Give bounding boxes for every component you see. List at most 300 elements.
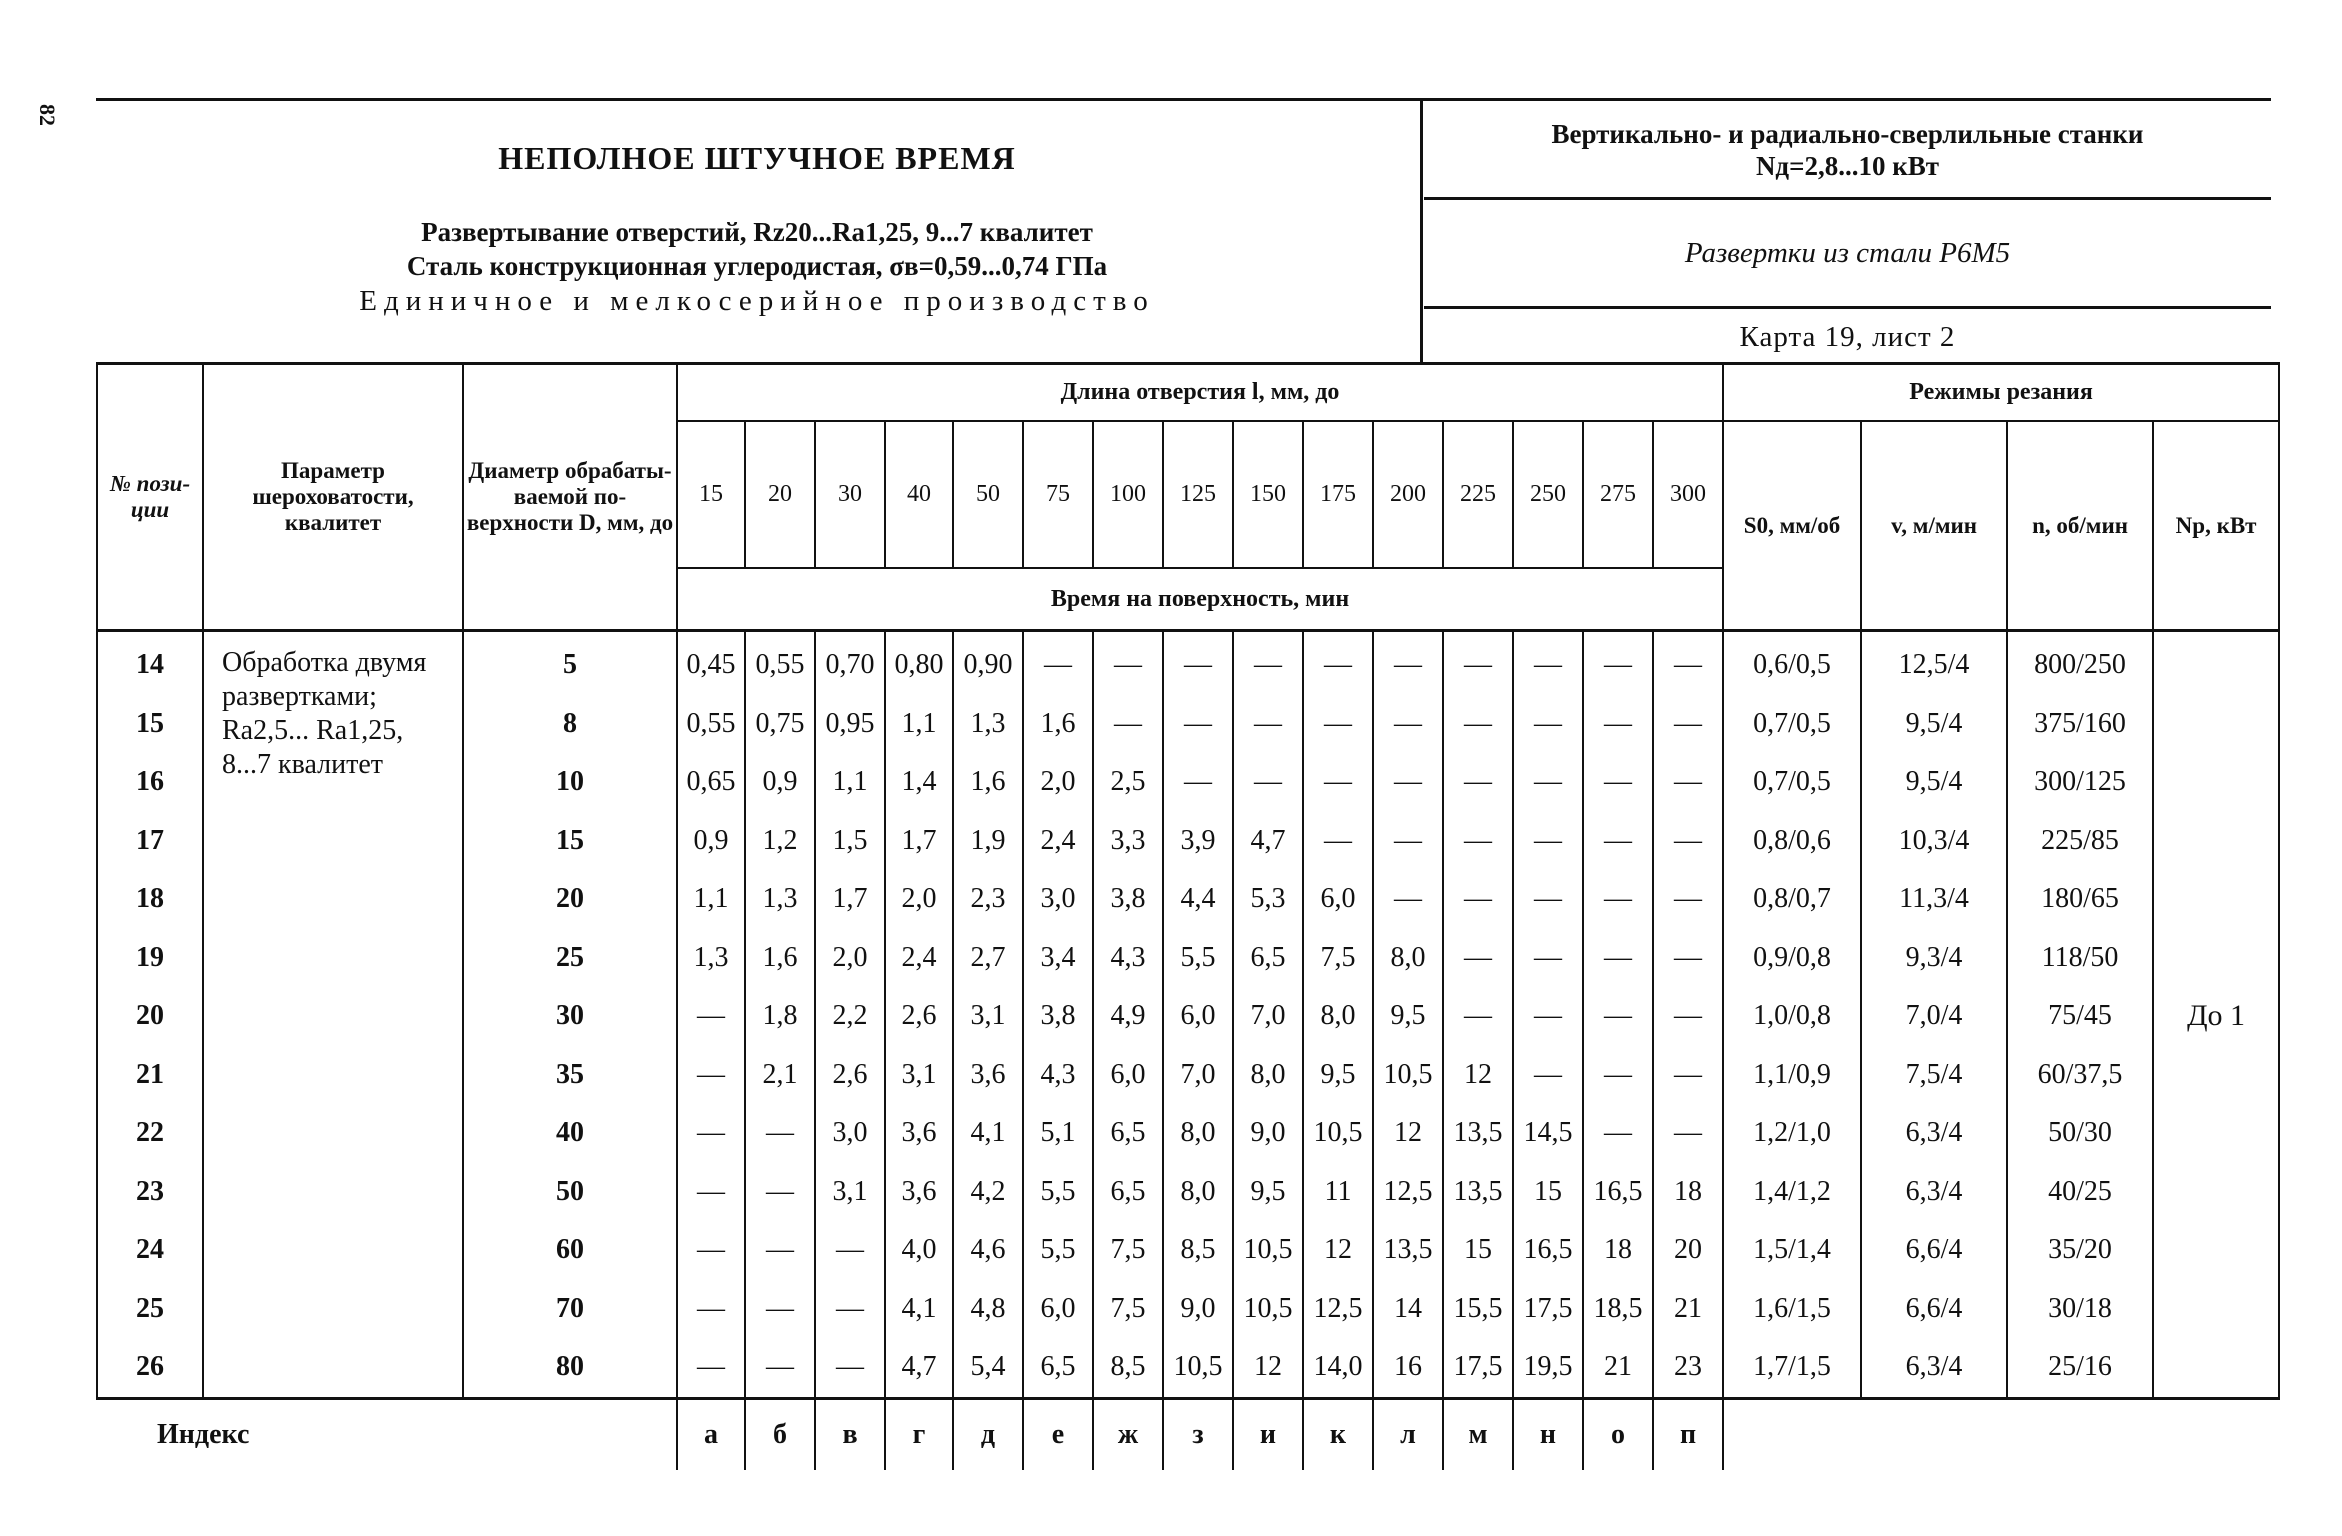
tool-box: Развертки из стали Р6М5 (1424, 200, 2271, 309)
time-cell: 6,5 (1093, 1163, 1163, 1222)
time-cell: 2,2 (815, 987, 885, 1046)
time-cell: 12 (1373, 1104, 1443, 1163)
time-cell: 1,3 (953, 695, 1023, 754)
time-cell: 3,0 (815, 1104, 885, 1163)
position-cell: 19 (97, 929, 203, 988)
time-cell: 3,1 (953, 987, 1023, 1046)
time-cell: — (1093, 695, 1163, 754)
time-cell: 9,5 (1233, 1163, 1303, 1222)
time-cell: — (1163, 631, 1233, 695)
feed-cell: 0,8/0,6 (1723, 812, 1861, 871)
rpm-cell: 35/20 (2007, 1221, 2153, 1280)
feed-cell: 1,7/1,5 (1723, 1338, 1861, 1398)
index-letter: м (1443, 1398, 1513, 1470)
time-cell: 18 (1653, 1163, 1723, 1222)
position-cell: 16 (97, 753, 203, 812)
time-cell: — (745, 1280, 815, 1339)
time-cell: 10,5 (1303, 1104, 1373, 1163)
time-cell: 4,9 (1093, 987, 1163, 1046)
feed-cell: 0,6/0,5 (1723, 631, 1861, 695)
time-cell: — (1303, 812, 1373, 871)
diameter-cell: 8 (463, 695, 677, 754)
position-cell: 26 (97, 1338, 203, 1398)
diameter-cell: 15 (463, 812, 677, 871)
time-cell: — (1513, 1046, 1583, 1105)
time-cell: 0,80 (885, 631, 953, 695)
length-col-header: 250 (1513, 421, 1583, 568)
time-cell: 1,6 (1023, 695, 1093, 754)
index-row (97, 1398, 2279, 1470)
time-cell: 8,5 (1093, 1338, 1163, 1398)
time-cell: 13,5 (1443, 1104, 1513, 1163)
time-cell: 12 (1233, 1338, 1303, 1398)
time-cell: 4,3 (1023, 1046, 1093, 1105)
time-cell: 3,3 (1093, 812, 1163, 871)
index-letter: п (1653, 1398, 1723, 1470)
time-cell: 3,6 (885, 1163, 953, 1222)
time-cell: — (1513, 929, 1583, 988)
machine-line1: Вертикально- и радиально-сверлильные станки (1551, 119, 2144, 149)
time-cell: — (677, 987, 745, 1046)
index-empty (1723, 1398, 2279, 1470)
feed-cell: 0,7/0,5 (1723, 695, 1861, 754)
table-header (97, 364, 2279, 631)
feed-cell: 1,5/1,4 (1723, 1221, 1861, 1280)
rpm-cell: 118/50 (2007, 929, 2153, 988)
time-cell: 12,5 (1303, 1280, 1373, 1339)
time-cell: 3,4 (1023, 929, 1093, 988)
index-letter: и (1233, 1398, 1303, 1470)
feed-cell: 0,8/0,7 (1723, 870, 1861, 929)
time-cell: 4,8 (953, 1280, 1023, 1339)
time-cell: 8,0 (1303, 987, 1373, 1046)
rpm-cell: 375/160 (2007, 695, 2153, 754)
time-cell: — (1583, 929, 1653, 988)
diameter-cell: 25 (463, 929, 677, 988)
speed-cell: 12,5/4 (1861, 631, 2007, 695)
speed-cell: 6,3/4 (1861, 1338, 2007, 1398)
header-divider (1420, 100, 1423, 362)
time-cell: 0,9 (677, 812, 745, 871)
time-cell: 8,0 (1233, 1046, 1303, 1105)
time-cell: 6,5 (1233, 929, 1303, 988)
time-cell: — (1443, 753, 1513, 812)
time-cell: 6,5 (1023, 1338, 1093, 1398)
length-col-header: 40 (885, 421, 953, 568)
length-col-header: 100 (1093, 421, 1163, 568)
feed-cell: 1,4/1,2 (1723, 1163, 1861, 1222)
diameter-cell: 70 (463, 1280, 677, 1339)
time-cell: 5,5 (1023, 1163, 1093, 1222)
time-cell: 14,0 (1303, 1338, 1373, 1398)
diameter-cell: 5 (463, 631, 677, 695)
time-cell: — (677, 1163, 745, 1222)
time-cell: 8,0 (1373, 929, 1443, 988)
time-header: Время на поверхность, мин (677, 568, 1723, 631)
time-cell: 4,7 (885, 1338, 953, 1398)
mode-col-header: n, об/мин (2007, 421, 2153, 631)
length-col-header: 15 (677, 421, 745, 568)
rpm-cell: 30/18 (2007, 1280, 2153, 1339)
time-cell: 10,5 (1163, 1338, 1233, 1398)
index-letter: к (1303, 1398, 1373, 1470)
time-cell: 0,70 (815, 631, 885, 695)
table-row (97, 631, 2279, 695)
time-cell: 4,1 (953, 1104, 1023, 1163)
machine-box (1424, 100, 2271, 200)
rpm-cell: 60/37,5 (2007, 1046, 2153, 1105)
length-col-header: 200 (1373, 421, 1443, 568)
time-cell: 0,95 (815, 695, 885, 754)
speed-cell: 6,6/4 (1861, 1221, 2007, 1280)
rpm-cell: 50/30 (2007, 1104, 2153, 1163)
time-table (96, 362, 2280, 1470)
diameter-cell: 80 (463, 1338, 677, 1398)
parameter-cell: Обработка двумя развертками; Ra2,5... Ra1,25, 8...7 квалитет (203, 631, 463, 1399)
time-cell: 0,65 (677, 753, 745, 812)
time-cell: — (677, 1104, 745, 1163)
time-cell: — (1513, 870, 1583, 929)
time-cell: — (745, 1221, 815, 1280)
time-cell: 8,0 (1163, 1163, 1233, 1222)
time-cell: 1,1 (885, 695, 953, 754)
time-cell: 1,2 (745, 812, 815, 871)
time-cell: 1,3 (745, 870, 815, 929)
rpm-cell: 25/16 (2007, 1338, 2153, 1398)
time-cell: — (1583, 987, 1653, 1046)
time-cell: — (1443, 987, 1513, 1046)
header-row-1 (97, 364, 2279, 422)
length-col-header: 300 (1653, 421, 1723, 568)
time-cell: 10,5 (1233, 1221, 1303, 1280)
time-cell: — (1443, 812, 1513, 871)
index-letter: з (1163, 1398, 1233, 1470)
time-cell: 1,5 (815, 812, 885, 871)
length-col-header: 20 (745, 421, 815, 568)
time-cell: 6,0 (1023, 1280, 1093, 1339)
time-cell: 4,4 (1163, 870, 1233, 929)
time-cell: — (1443, 870, 1513, 929)
length-col-header: 50 (953, 421, 1023, 568)
time-cell: 20 (1653, 1221, 1723, 1280)
length-col-header: 175 (1303, 421, 1373, 568)
length-col-header: 225 (1443, 421, 1513, 568)
time-cell: — (1653, 753, 1723, 812)
index-letter: н (1513, 1398, 1583, 1470)
production-text: Единичное и мелкосерийное производство (359, 285, 1155, 317)
time-cell: 2,0 (815, 929, 885, 988)
card-box: Карта 19, лист 2 (1739, 321, 1956, 353)
position-cell: 24 (97, 1221, 203, 1280)
time-cell: 9,5 (1303, 1046, 1373, 1105)
col-parameter-header: Параметр шероховатости, квалитет (203, 364, 463, 631)
time-cell: 15 (1443, 1221, 1513, 1280)
time-cell: 10,5 (1373, 1046, 1443, 1105)
position-cell: 21 (97, 1046, 203, 1105)
position-cell: 20 (97, 987, 203, 1046)
time-cell: 18 (1583, 1221, 1653, 1280)
col-position-header: № пози-ции (97, 364, 203, 631)
diameter-cell: 30 (463, 987, 677, 1046)
time-cell: 2,0 (1023, 753, 1093, 812)
feed-cell: 0,7/0,5 (1723, 753, 1861, 812)
diameter-cell: 50 (463, 1163, 677, 1222)
time-cell: 2,6 (815, 1046, 885, 1105)
time-cell: — (745, 1104, 815, 1163)
time-cell: 8,5 (1163, 1221, 1233, 1280)
time-cell: — (815, 1221, 885, 1280)
time-cell: 2,6 (885, 987, 953, 1046)
time-cell: 2,7 (953, 929, 1023, 988)
time-cell: 3,6 (953, 1046, 1023, 1105)
time-cell: 9,5 (1373, 987, 1443, 1046)
time-cell: 5,5 (1023, 1221, 1093, 1280)
modes-header: Режимы резания (1723, 364, 2279, 422)
time-cell: 19,5 (1513, 1338, 1583, 1398)
time-cell: 14 (1373, 1280, 1443, 1339)
material-text: Сталь конструкционная углеродистая, σв=0,59...0,74 ГПа (406, 251, 1108, 281)
time-cell: 3,1 (885, 1046, 953, 1105)
time-cell: 17,5 (1443, 1338, 1513, 1398)
time-cell: — (815, 1280, 885, 1339)
length-col-header: 30 (815, 421, 885, 568)
time-cell: — (745, 1163, 815, 1222)
time-cell: 6,0 (1093, 1046, 1163, 1105)
time-cell: 2,1 (745, 1046, 815, 1105)
time-cell: 18,5 (1583, 1280, 1653, 1339)
speed-cell: 7,5/4 (1861, 1046, 2007, 1105)
time-cell: — (1513, 695, 1583, 754)
col-diameter-header: Диаметр обрабаты-ваемой по-верхности D, мм, до (463, 364, 677, 631)
time-cell: — (1513, 812, 1583, 871)
time-cell: 2,3 (953, 870, 1023, 929)
time-cell: 7,0 (1163, 1046, 1233, 1105)
time-cell: 15,5 (1443, 1280, 1513, 1339)
time-cell: 6,0 (1303, 870, 1373, 929)
time-cell: — (1583, 753, 1653, 812)
header-right (1424, 100, 2271, 365)
speed-cell: 9,3/4 (1861, 929, 2007, 988)
diameter-cell: 10 (463, 753, 677, 812)
time-cell: — (677, 1338, 745, 1398)
speed-cell: 9,5/4 (1861, 695, 2007, 754)
mode-col-header: Nр, кВт (2153, 421, 2279, 631)
time-cell: 5,3 (1233, 870, 1303, 929)
time-cell: 0,45 (677, 631, 745, 695)
time-cell: 3,0 (1023, 870, 1093, 929)
time-cell: — (1023, 631, 1093, 695)
operation-text: Развертывание отверстий, Rz20...Ra1,25, 9...7 квалитет (421, 217, 1093, 247)
time-cell: 1,1 (815, 753, 885, 812)
time-cell: — (1653, 929, 1723, 988)
time-cell: 3,1 (815, 1163, 885, 1222)
time-cell: — (1513, 631, 1583, 695)
time-cell: 1,4 (885, 753, 953, 812)
rpm-cell: 40/25 (2007, 1163, 2153, 1222)
time-cell: 0,55 (745, 631, 815, 695)
time-cell: 11 (1303, 1163, 1373, 1222)
time-cell: — (1653, 631, 1723, 695)
machine-line2: Nд=2,8...10 кВт (1755, 151, 1940, 181)
position-cell: 25 (97, 1280, 203, 1339)
position-cell: 15 (97, 695, 203, 754)
time-cell: 3,8 (1093, 870, 1163, 929)
time-cell: — (1443, 631, 1513, 695)
time-cell: 1,7 (885, 812, 953, 871)
time-cell: 16,5 (1583, 1163, 1653, 1222)
time-cell: 7,0 (1233, 987, 1303, 1046)
time-cell: 9,0 (1163, 1280, 1233, 1339)
feed-cell: 1,2/1,0 (1723, 1104, 1861, 1163)
time-cell: — (1303, 695, 1373, 754)
length-header: Длина отверстия l, мм, до (677, 364, 1723, 422)
time-cell: 5,1 (1023, 1104, 1093, 1163)
time-cell: 5,4 (953, 1338, 1023, 1398)
speed-cell: 7,0/4 (1861, 987, 2007, 1046)
rpm-cell: 800/250 (2007, 631, 2153, 695)
time-cell: — (1233, 631, 1303, 695)
time-cell: 17,5 (1513, 1280, 1583, 1339)
speed-cell: 6,3/4 (1861, 1104, 2007, 1163)
time-cell: 21 (1653, 1280, 1723, 1339)
time-cell: 1,7 (815, 870, 885, 929)
page-title: НЕПОЛНОЕ ШТУЧНОЕ ВРЕМЯ (498, 140, 1016, 176)
time-cell: 0,75 (745, 695, 815, 754)
time-cell: — (1653, 870, 1723, 929)
time-cell: — (815, 1338, 885, 1398)
time-cell: — (1653, 987, 1723, 1046)
time-cell: 8,0 (1163, 1104, 1233, 1163)
index-letter: д (953, 1398, 1023, 1470)
mode-col-header: v, м/мин (1861, 421, 2007, 631)
index-letter: о (1583, 1398, 1653, 1470)
index-letter: а (677, 1398, 745, 1470)
time-cell: — (1653, 1104, 1723, 1163)
time-cell: — (1373, 870, 1443, 929)
speed-cell: 10,3/4 (1861, 812, 2007, 871)
index-letter: г (885, 1398, 953, 1470)
position-cell: 14 (97, 631, 203, 695)
length-col-header: 75 (1023, 421, 1093, 568)
table-body (97, 631, 2279, 1399)
time-cell: — (1653, 695, 1723, 754)
speed-cell: 6,3/4 (1861, 1163, 2007, 1222)
time-cell: — (1583, 1046, 1653, 1105)
time-cell: 4,1 (885, 1280, 953, 1339)
time-cell: 12 (1303, 1221, 1373, 1280)
time-cell: 3,9 (1163, 812, 1233, 871)
index-letter: в (815, 1398, 885, 1470)
time-cell: — (1583, 870, 1653, 929)
time-cell: 4,6 (953, 1221, 1023, 1280)
time-cell: 1,3 (677, 929, 745, 988)
time-cell: 0,55 (677, 695, 745, 754)
time-cell: 0,9 (745, 753, 815, 812)
time-cell: 1,9 (953, 812, 1023, 871)
time-cell: 12 (1443, 1046, 1513, 1105)
time-cell: 4,3 (1093, 929, 1163, 988)
time-cell: 3,6 (885, 1104, 953, 1163)
diameter-cell: 35 (463, 1046, 677, 1105)
time-cell: — (1583, 695, 1653, 754)
diameter-cell: 20 (463, 870, 677, 929)
time-cell: — (1513, 987, 1583, 1046)
rpm-cell: 225/85 (2007, 812, 2153, 871)
time-cell: 2,5 (1093, 753, 1163, 812)
time-cell: 16 (1373, 1338, 1443, 1398)
time-cell: 4,7 (1233, 812, 1303, 871)
rpm-cell: 75/45 (2007, 987, 2153, 1046)
time-cell: 21 (1583, 1338, 1653, 1398)
length-col-header: 275 (1583, 421, 1653, 568)
time-cell: 6,0 (1163, 987, 1233, 1046)
time-cell: — (1163, 695, 1233, 754)
position-cell: 17 (97, 812, 203, 871)
time-cell: — (1093, 631, 1163, 695)
index-letter: ж (1093, 1398, 1163, 1470)
index-letter: б (745, 1398, 815, 1470)
time-cell: — (1583, 631, 1653, 695)
time-cell: 2,4 (885, 929, 953, 988)
time-cell: 3,8 (1023, 987, 1093, 1046)
length-col-header: 125 (1163, 421, 1233, 568)
time-cell: — (677, 1280, 745, 1339)
time-cell: 4,2 (953, 1163, 1023, 1222)
diameter-cell: 40 (463, 1104, 677, 1163)
speed-cell: 11,3/4 (1861, 870, 2007, 929)
time-cell: — (1233, 695, 1303, 754)
time-cell: — (1583, 1104, 1653, 1163)
time-cell: 9,0 (1233, 1104, 1303, 1163)
feed-cell: 0,9/0,8 (1723, 929, 1861, 988)
time-cell: 12,5 (1373, 1163, 1443, 1222)
diameter-cell: 60 (463, 1221, 677, 1280)
time-cell: — (1233, 753, 1303, 812)
time-cell: 1,8 (745, 987, 815, 1046)
mode-col-header: S0, мм/об (1723, 421, 1861, 631)
time-cell: 2,4 (1023, 812, 1093, 871)
time-cell: — (1303, 631, 1373, 695)
time-cell: — (1443, 695, 1513, 754)
time-cell: — (745, 1338, 815, 1398)
time-cell: 5,5 (1163, 929, 1233, 988)
time-cell: — (1653, 1046, 1723, 1105)
time-cell: 7,5 (1093, 1280, 1163, 1339)
time-cell: 4,0 (885, 1221, 953, 1280)
time-cell: — (1373, 631, 1443, 695)
feed-cell: 1,0/0,8 (1723, 987, 1861, 1046)
time-cell: — (677, 1221, 745, 1280)
time-cell: — (1513, 753, 1583, 812)
time-cell: — (1303, 753, 1373, 812)
time-cell: 7,5 (1303, 929, 1373, 988)
header-left (96, 100, 1418, 362)
position-cell: 18 (97, 870, 203, 929)
position-cell: 22 (97, 1104, 203, 1163)
rpm-cell: 300/125 (2007, 753, 2153, 812)
time-cell: 13,5 (1443, 1163, 1513, 1222)
time-cell: — (1373, 695, 1443, 754)
time-cell: 13,5 (1373, 1221, 1443, 1280)
time-cell: — (1163, 753, 1233, 812)
index-letter: е (1023, 1398, 1093, 1470)
index-row-group (97, 1398, 2279, 1470)
time-cell: — (1373, 753, 1443, 812)
index-letter: л (1373, 1398, 1443, 1470)
time-cell: — (1373, 812, 1443, 871)
length-col-header: 150 (1233, 421, 1303, 568)
time-cell: 6,5 (1093, 1104, 1163, 1163)
